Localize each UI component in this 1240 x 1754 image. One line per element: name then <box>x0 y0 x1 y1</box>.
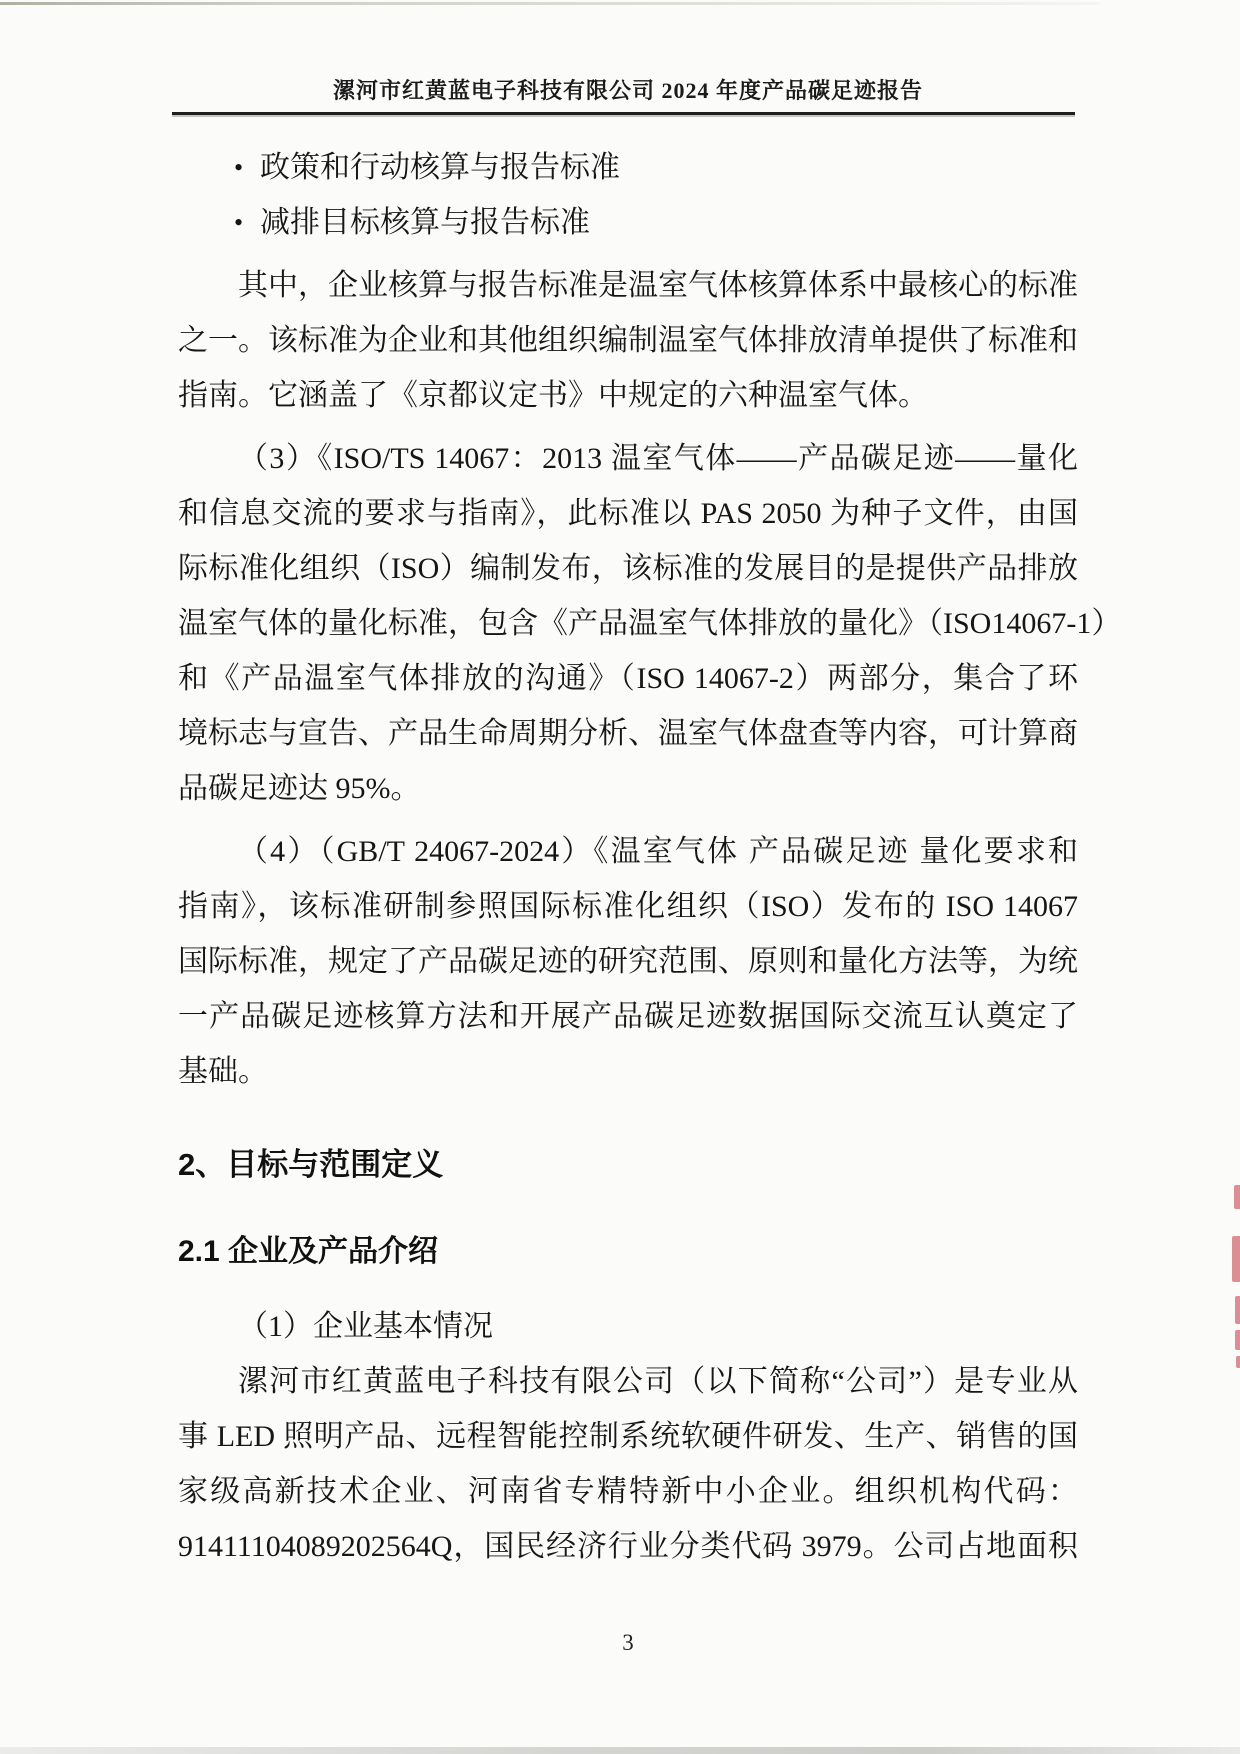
paragraph-line: 漯河市红黄蓝电子科技有限公司（以下简称“公司”）是专业从 <box>238 1365 1078 1398</box>
paragraph-line: 品碳足迹达 95%。 <box>178 772 421 805</box>
list-item <box>178 140 1078 195</box>
page-body <box>178 128 1122 1574</box>
paragraph-line: 91411104089202564Q，国民经济行业分类代码 3979。公司占地面积 <box>178 1530 1078 1563</box>
paragraph-line: 其中，企业核算与报告标准是温室气体核算体系中最核心的标准 <box>238 269 1078 302</box>
scan-artifact-red-seal-fragment <box>1232 1236 1240 1282</box>
bullet-dot-icon: • <box>234 153 244 182</box>
body-paragraph <box>178 1354 1078 1574</box>
paragraph-line: 基础。 <box>178 1055 268 1088</box>
paragraph-line: 际标准化组织（ISO）编制发布，该标准的发展目的是提供产品排放 <box>178 552 1078 585</box>
section-heading: 2、目标与范围定义 <box>178 1147 444 1182</box>
paragraph-line: 境标志与宣告、产品生命周期分析、温室气体盘查等内容，可计算商 <box>178 717 1078 750</box>
paragraph-line: 事 LED 照明产品、远程智能控制系统软硬件研发、生产、销售的国 <box>178 1420 1078 1453</box>
paragraph-line: 之一。该标准为企业和其他组织编制温室气体排放清单提供了标准和 <box>178 324 1078 357</box>
scan-artifact-red-seal-fragment <box>1235 1296 1240 1324</box>
body-paragraph <box>178 824 1078 1099</box>
body-paragraph <box>178 431 1122 816</box>
bullet-text: 政策和行动核算与报告标准 <box>260 151 620 184</box>
scan-artifact-red-seal-fragment <box>1236 1356 1240 1368</box>
paragraph-line: 指南》，该标准研制参照国际标准化组织（ISO）发布的 ISO 14067 <box>178 890 1078 923</box>
paragraph-line: 家级高新技术企业、河南省专精特新中小企业。组织机构代码： <box>178 1475 1078 1508</box>
paragraph-line: （4）（GB/T 24067-2024）《温室气体 产品碳足迹 量化要求和 <box>238 835 1078 868</box>
page-number: 3 <box>622 1630 634 1655</box>
paragraph-line: 和《产品温室气体排放的沟通》（ISO 14067-2）两部分，集合了环 <box>178 662 1078 695</box>
paragraph-line: 温室气体的量化标准，包含《产品温室气体排放的量化》（ISO14067-1） <box>178 607 1122 640</box>
scan-artifact-bottom-band <box>0 1747 1240 1754</box>
item-heading: （1）企业基本情况 <box>238 1310 493 1343</box>
subsection-heading: 2.1 企业及产品介绍 <box>178 1235 439 1268</box>
body-paragraph <box>178 258 1078 423</box>
running-header-title: 漯河市红黄蓝电子科技有限公司 2024 年度产品碳足迹报告 <box>332 78 923 103</box>
header-rule <box>172 112 1075 115</box>
bullet-dot-icon: • <box>234 208 244 237</box>
paragraph-line: 和信息交流的要求与指南》，此标准以 PAS 2050 为种子文件，由国 <box>178 497 1078 530</box>
scan-artifact-red-seal-fragment <box>1235 1330 1240 1350</box>
paragraph-line: 国际标准，规定了产品碳足迹的研究范围、原则和量化方法等，为统 <box>178 945 1078 978</box>
paragraph-line: （3）《ISO/TS 14067：2013 温室气体——产品碳足迹——量化 <box>238 442 1078 475</box>
bullet-text: 减排目标核算与报告标准 <box>260 206 590 239</box>
scan-artifact-red-seal-fragment <box>1234 1185 1240 1209</box>
standards-bullet-list <box>178 140 1078 250</box>
paragraph-line: 指南。它涵盖了《京都议定书》中规定的六种温室气体。 <box>178 379 928 412</box>
list-item <box>178 195 1078 250</box>
scan-artifact-top-line <box>0 2 1100 5</box>
paragraph-line: 一产品碳足迹核算方法和开展产品碳足迹数据国际交流互认奠定了 <box>178 1000 1078 1033</box>
